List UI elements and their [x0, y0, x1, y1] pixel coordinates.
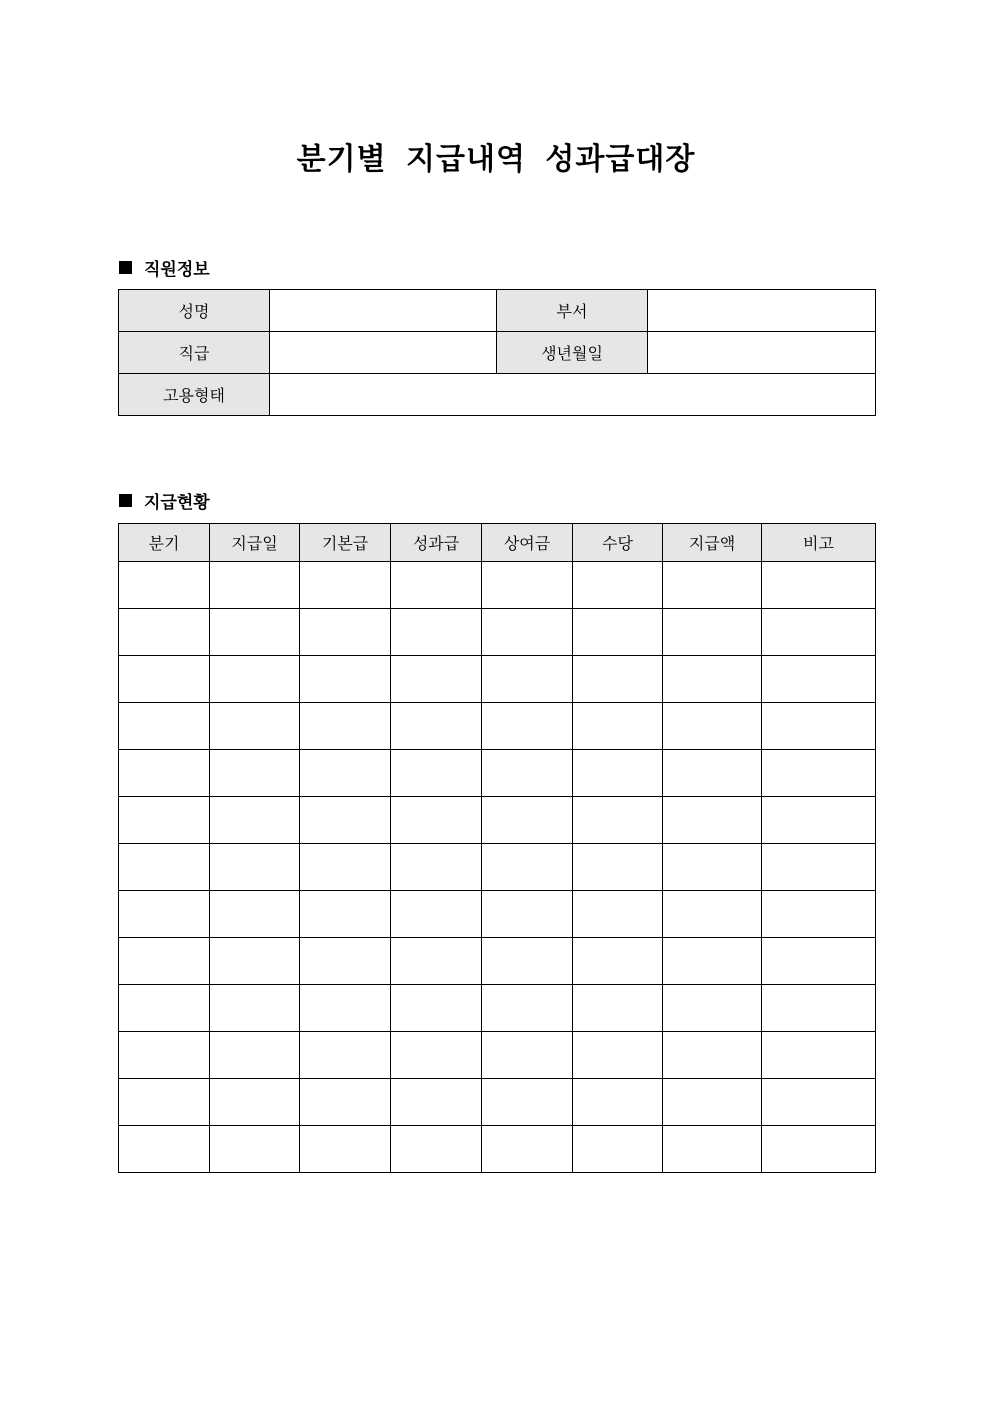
cell-base-salary[interactable]	[300, 656, 391, 703]
cell-performance-pay[interactable]	[391, 891, 482, 938]
cell-bonus[interactable]	[482, 562, 573, 609]
cell-performance-pay[interactable]	[391, 656, 482, 703]
column-header-performance-pay: 성과급	[391, 524, 482, 562]
table-row	[119, 750, 876, 797]
cell-base-salary[interactable]	[300, 985, 391, 1032]
cell-performance-pay[interactable]	[391, 985, 482, 1032]
cell-allowance[interactable]	[573, 750, 663, 797]
column-header-quarter: 분기	[119, 524, 210, 562]
column-header-allowance: 수당	[573, 524, 663, 562]
cell-allowance[interactable]	[573, 1079, 663, 1126]
cell-payment-date[interactable]	[210, 609, 300, 656]
cell-performance-pay[interactable]	[391, 703, 482, 750]
cell-quarter[interactable]	[119, 703, 210, 750]
column-header-bonus: 상여금	[482, 524, 573, 562]
cell-allowance[interactable]	[573, 703, 663, 750]
cell-bonus[interactable]	[482, 891, 573, 938]
column-header-remarks: 비고	[762, 524, 876, 562]
cell-bonus[interactable]	[482, 1079, 573, 1126]
cell-total-paid[interactable]	[663, 609, 762, 656]
cell-remarks[interactable]	[762, 938, 876, 985]
cell-remarks[interactable]	[762, 562, 876, 609]
cell-quarter[interactable]	[119, 938, 210, 985]
cell-payment-date[interactable]	[210, 750, 300, 797]
payment-status-table	[118, 523, 876, 1173]
cell-quarter[interactable]	[119, 844, 210, 891]
cell-quarter[interactable]	[119, 750, 210, 797]
cell-performance-pay[interactable]	[391, 938, 482, 985]
table-row	[119, 797, 876, 844]
cell-base-salary[interactable]	[300, 609, 391, 656]
cell-total-paid[interactable]	[663, 1079, 762, 1126]
cell-remarks[interactable]	[762, 1126, 876, 1173]
employee-info-table	[118, 289, 876, 416]
column-header-total-paid: 지급액	[663, 524, 762, 562]
cell-payment-date[interactable]	[210, 562, 300, 609]
employee-info-heading-text: 직원정보	[144, 260, 210, 280]
cell-allowance[interactable]	[573, 797, 663, 844]
column-header-payment-date: 지급일	[210, 524, 300, 562]
cell-allowance[interactable]	[573, 609, 663, 656]
cell-allowance[interactable]	[573, 1032, 663, 1079]
cell-base-salary[interactable]	[300, 797, 391, 844]
cell-total-paid[interactable]	[663, 891, 762, 938]
cell-performance-pay[interactable]	[391, 1079, 482, 1126]
cell-quarter[interactable]	[119, 891, 210, 938]
cell-bonus[interactable]	[482, 797, 573, 844]
table-header-row	[119, 524, 876, 562]
payment-status-heading-text: 지급현황	[144, 493, 210, 513]
cell-performance-pay[interactable]	[391, 797, 482, 844]
position-label: 직급	[119, 332, 270, 374]
cell-base-salary[interactable]	[300, 562, 391, 609]
table-row	[119, 938, 876, 985]
square-bullet-icon	[119, 261, 132, 274]
employment-type-label: 고용형태	[119, 374, 270, 416]
cell-bonus[interactable]	[482, 1126, 573, 1173]
cell-total-paid[interactable]	[663, 938, 762, 985]
cell-quarter[interactable]	[119, 562, 210, 609]
cell-bonus[interactable]	[482, 844, 573, 891]
employee-info-heading	[119, 255, 210, 280]
cell-total-paid[interactable]	[663, 797, 762, 844]
birthdate-field[interactable]	[648, 332, 876, 374]
position-field[interactable]	[270, 332, 497, 374]
cell-base-salary[interactable]	[300, 703, 391, 750]
cell-remarks[interactable]	[762, 703, 876, 750]
square-bullet-icon	[119, 494, 132, 507]
name-label: 성명	[119, 290, 270, 332]
cell-allowance[interactable]	[573, 891, 663, 938]
cell-total-paid[interactable]	[663, 703, 762, 750]
table-row	[119, 985, 876, 1032]
cell-payment-date[interactable]	[210, 891, 300, 938]
cell-remarks[interactable]	[762, 985, 876, 1032]
table-row	[119, 656, 876, 703]
table-row	[119, 844, 876, 891]
cell-base-salary[interactable]	[300, 1126, 391, 1173]
cell-total-paid[interactable]	[663, 750, 762, 797]
cell-quarter[interactable]	[119, 609, 210, 656]
department-label: 부서	[497, 290, 648, 332]
cell-quarter[interactable]	[119, 1032, 210, 1079]
cell-bonus[interactable]	[482, 750, 573, 797]
cell-remarks[interactable]	[762, 1079, 876, 1126]
cell-remarks[interactable]	[762, 656, 876, 703]
cell-quarter[interactable]	[119, 1126, 210, 1173]
cell-bonus[interactable]	[482, 703, 573, 750]
cell-performance-pay[interactable]	[391, 750, 482, 797]
cell-payment-date[interactable]	[210, 1032, 300, 1079]
cell-remarks[interactable]	[762, 844, 876, 891]
cell-quarter[interactable]	[119, 656, 210, 703]
cell-total-paid[interactable]	[663, 562, 762, 609]
cell-bonus[interactable]	[482, 985, 573, 1032]
table-row	[119, 891, 876, 938]
cell-base-salary[interactable]	[300, 938, 391, 985]
cell-base-salary[interactable]	[300, 1079, 391, 1126]
cell-remarks[interactable]	[762, 750, 876, 797]
cell-remarks[interactable]	[762, 891, 876, 938]
cell-payment-date[interactable]	[210, 985, 300, 1032]
cell-total-paid[interactable]	[663, 1032, 762, 1079]
cell-payment-date[interactable]	[210, 1126, 300, 1173]
document-title: 분기별 지급내역 성과급대장	[296, 142, 696, 177]
cell-quarter[interactable]	[119, 985, 210, 1032]
cell-total-paid[interactable]	[663, 844, 762, 891]
cell-bonus[interactable]	[482, 1032, 573, 1079]
cell-quarter[interactable]	[119, 1079, 210, 1126]
cell-remarks[interactable]	[762, 797, 876, 844]
cell-bonus[interactable]	[482, 656, 573, 703]
cell-base-salary[interactable]	[300, 844, 391, 891]
table-row	[119, 609, 876, 656]
department-field[interactable]	[648, 290, 876, 332]
payment-status-heading	[119, 488, 210, 513]
table-row	[119, 1032, 876, 1079]
cell-total-paid[interactable]	[663, 985, 762, 1032]
cell-performance-pay[interactable]	[391, 844, 482, 891]
cell-performance-pay[interactable]	[391, 1032, 482, 1079]
cell-allowance[interactable]	[573, 985, 663, 1032]
column-header-base-salary: 기본급	[300, 524, 391, 562]
cell-allowance[interactable]	[573, 1126, 663, 1173]
cell-payment-date[interactable]	[210, 844, 300, 891]
cell-allowance[interactable]	[573, 938, 663, 985]
cell-total-paid[interactable]	[663, 1126, 762, 1173]
name-field[interactable]	[270, 290, 497, 332]
birthdate-label: 생년월일	[497, 332, 648, 374]
cell-base-salary[interactable]	[300, 891, 391, 938]
cell-performance-pay[interactable]	[391, 609, 482, 656]
table-row	[119, 562, 876, 609]
cell-total-paid[interactable]	[663, 656, 762, 703]
cell-base-salary[interactable]	[300, 1032, 391, 1079]
cell-payment-date[interactable]	[210, 797, 300, 844]
cell-allowance[interactable]	[573, 562, 663, 609]
cell-payment-date[interactable]	[210, 656, 300, 703]
table-row	[119, 1126, 876, 1173]
cell-payment-date[interactable]	[210, 938, 300, 985]
cell-allowance[interactable]	[573, 844, 663, 891]
payment-table-body	[119, 562, 876, 1173]
cell-payment-date[interactable]	[210, 703, 300, 750]
cell-base-salary[interactable]	[300, 750, 391, 797]
cell-remarks[interactable]	[762, 609, 876, 656]
cell-bonus[interactable]	[482, 609, 573, 656]
cell-performance-pay[interactable]	[391, 1126, 482, 1173]
cell-quarter[interactable]	[119, 797, 210, 844]
table-row	[119, 703, 876, 750]
cell-payment-date[interactable]	[210, 1079, 300, 1126]
cell-performance-pay[interactable]	[391, 562, 482, 609]
cell-remarks[interactable]	[762, 1032, 876, 1079]
cell-bonus[interactable]	[482, 938, 573, 985]
cell-allowance[interactable]	[573, 656, 663, 703]
table-row	[119, 1079, 876, 1126]
employment-type-field[interactable]	[270, 374, 876, 416]
